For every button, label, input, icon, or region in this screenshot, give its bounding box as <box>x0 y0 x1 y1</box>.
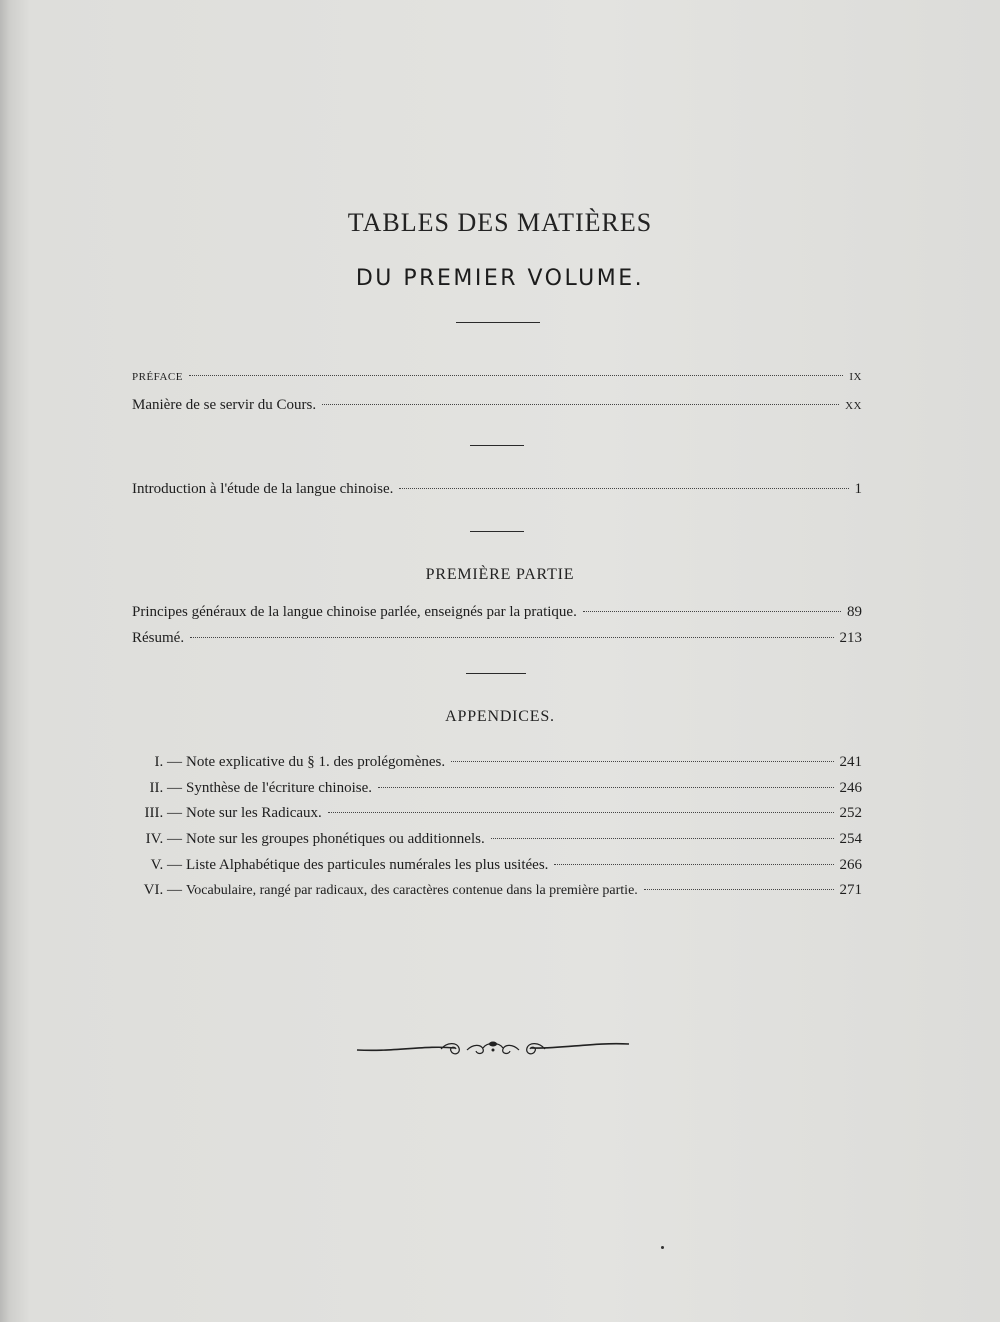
toc-entry-introduction[interactable] <box>132 481 862 503</box>
page-subtitle: DU PREMIER VOLUME. <box>355 266 645 291</box>
appendix-number: II. — <box>149 780 182 796</box>
appendix-number: VI. — <box>143 882 182 898</box>
toc-entry-page: IX <box>849 371 862 383</box>
dot-leader <box>451 761 833 762</box>
toc-entry-preface[interactable] <box>132 371 862 393</box>
dot-leader <box>190 637 833 638</box>
toc-entry-page: 252 <box>839 805 862 821</box>
tailpiece-flourish-icon <box>355 1036 631 1060</box>
dot-leader <box>583 611 841 612</box>
toc-entry-appendix-1[interactable] <box>132 754 862 776</box>
dot-leader <box>554 864 833 865</box>
appendix-number: IV. — <box>145 831 182 847</box>
toc-entry-page: XX <box>845 400 862 412</box>
section-heading-part1: PREMIÈRE PARTIE <box>425 566 575 583</box>
divider-rule <box>456 322 540 323</box>
divider-rule <box>470 445 524 446</box>
toc-entry-label: Liste Alphabétique des particules numérales les plus usitées. <box>186 857 549 873</box>
toc-entry-page: 1 <box>854 481 862 497</box>
section-heading-appendices: APPENDICES. <box>445 708 555 725</box>
toc-entry-label: Introduction à l'étude de la langue chinoise. <box>132 481 394 497</box>
dot-leader <box>328 812 834 813</box>
toc-entry-label: Synthèse de l'écriture chinoise. <box>186 780 372 796</box>
toc-entry-label: Manière de se servir du Cours. <box>132 397 317 413</box>
toc-entry-label: Vocabulaire, rangé par radicaux, des caractères contenue dans la première partie. <box>186 883 638 898</box>
toc-entry-page: 89 <box>847 604 862 620</box>
toc-entry-page: 266 <box>839 857 862 873</box>
dot-leader <box>378 787 834 788</box>
divider-rule <box>466 673 526 674</box>
page-title: TABLES DES MATIÈRES <box>347 208 653 237</box>
toc-entry-appendix-5[interactable] <box>132 857 862 879</box>
toc-entry-label: Note explicative du § 1. des prolégomènes. <box>186 754 446 770</box>
dot-leader <box>491 838 834 839</box>
paper-speck <box>661 1246 664 1249</box>
toc-entry-resume[interactable] <box>132 630 862 652</box>
toc-entry-page: 246 <box>839 780 862 796</box>
toc-entry-appendix-4[interactable] <box>132 831 862 853</box>
appendix-number: V. — <box>150 857 182 873</box>
dot-leader <box>322 404 839 405</box>
toc-entry-principes[interactable] <box>132 604 862 626</box>
toc-entry-appendix-6[interactable] <box>132 882 862 904</box>
appendix-number: I. — <box>154 754 182 770</box>
appendix-number: III. — <box>144 805 182 821</box>
toc-entry-label: Note sur les groupes phonétiques ou additionnels. <box>186 831 485 847</box>
toc-entry-label: Résumé. <box>132 630 185 646</box>
toc-entry-appendix-3[interactable] <box>132 805 862 827</box>
toc-entry-appendix-2[interactable] <box>132 780 862 802</box>
dot-leader <box>399 488 848 489</box>
toc-entry-maniere[interactable] <box>132 397 862 419</box>
toc-entry-label: Note sur les Radicaux. <box>186 805 322 821</box>
dot-leader <box>189 375 843 376</box>
toc-entry-page: 271 <box>839 882 862 898</box>
toc-entry-label: Principes généraux de la langue chinoise parlée, enseignés par la pratique. <box>132 604 577 620</box>
dot-leader <box>644 889 834 890</box>
toc-entry-page: 213 <box>839 630 862 646</box>
toc-entry-page: 254 <box>839 831 862 847</box>
toc-entry-label: PRÉFACE <box>132 371 183 383</box>
toc-entry-page: 241 <box>839 754 862 770</box>
divider-rule <box>470 531 524 532</box>
